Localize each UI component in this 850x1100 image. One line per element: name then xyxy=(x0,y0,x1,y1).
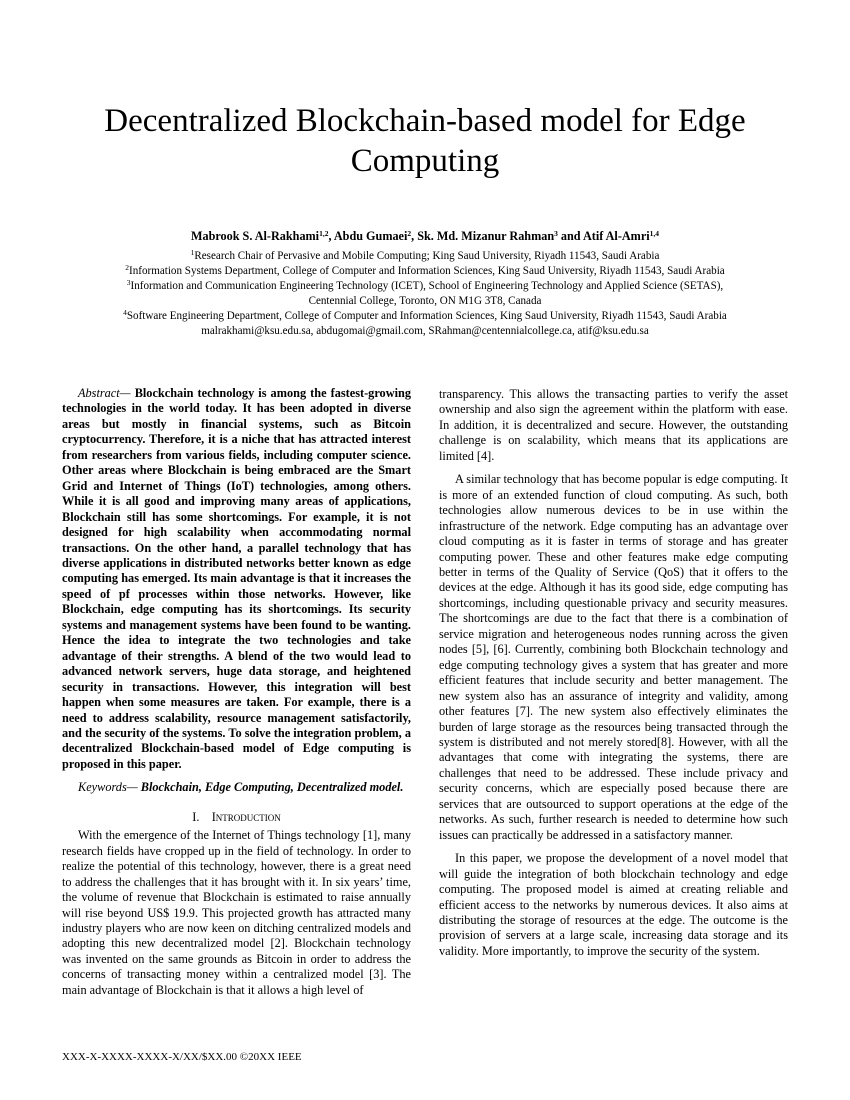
author-separator: , xyxy=(411,229,418,243)
affiliation-text: Research Chair of Pervasive and Mobile Computing; King Saud University, Riyadh 11543, Saudi Arabia xyxy=(194,250,660,262)
affiliation-block xyxy=(30,249,820,340)
keywords xyxy=(62,780,411,795)
intro-paragraph-1-continued: transparency. This allows the transacting parties to verify the asset ownership and also sign the agreement within the platform with ease. In addition, it is decentralized and secure. However, the outstanding challenge is on scalability, which means that its applications are limited [4]. xyxy=(439,387,788,463)
intro-paragraph-2: A similar technology that has become popular is edge computing. It is more of an extended function of cloud computing. As such, both technologies allow numerous devices to be in use within the infrastructure of the network. Edge computing has an advantage over cloud computing as it is faster in terms of storage and has greater computing power. These and other features make edge computing better in terms of the Quality of Service (QoS) that it offers to the devices at the edge. Although it has its good side, edge computing has shortcomings, including questionable privacy and security measures. The shortcomings are due to the fact that there is a combination of service migration and heterogeneous nodes running across the given nodes [5], [6]. Currently, combining both Blockchain technology and edge computing technology gives a system that has greater and more efficient features that include security and better management. The new system also has an assurance of integrity and validity, among other features [7]. The new system also effectively eliminates the burden of large storage as the resources being transacted through the system is distributed and not merely stored[8]. However, with all the advantages that come with integrating the systems, there are challenges that need to be addressed. These include privacy and security concerns, which are especially posed because there are services that are outsourced to support operations at the edge of the networks. As such, further research is needed to determine how such issues can practically be addressed in a satisfactory manner. xyxy=(439,472,788,842)
affiliation-mark: 3 xyxy=(126,278,131,288)
affiliation-mark: 2 xyxy=(125,263,130,273)
email-list: malrakhami@ksu.edu.sa, abdugomai@gmail.com, SRahman@centennialcollege.ca, atif@ksu.edu.sa xyxy=(201,325,649,338)
affiliation-text: Information Systems Department, College of Computer and Information Sciences, King Saud University, Riyadh 11543, Saudi Arabia xyxy=(129,265,725,278)
author-name: Atif Al-Amri xyxy=(582,229,650,243)
section-title: Introduction xyxy=(211,809,281,824)
section-heading-introduction xyxy=(62,810,411,825)
keywords-label: Keywords— xyxy=(78,780,138,795)
paper-title: Decentralized Blockchain-based model for Edge Computing xyxy=(104,103,746,179)
keywords-text: Blockchain, Edge Computing, Decentralized model. xyxy=(140,780,404,795)
affiliation-mark: 4 xyxy=(123,308,127,318)
author-name: Sk. Md. Mizanur Rahman xyxy=(417,229,555,243)
intro-paragraph-3: In this paper, we propose the development of a novel model that will guide the integration of both blockchain technology and edge computing. The proposed model is aimed at creating reliable and efficient access to the networks by numerous devices. It also aims at distributing the storage of resources at the edge. The outcome is the provision of servers at a large scale, increasing data storage and its validity. More importantly, to improve the security of the system. xyxy=(439,851,788,958)
affiliation-2 xyxy=(30,264,820,279)
affiliation-3-continued: Centennial College, Toronto, ON M1G 3T8, Canada xyxy=(308,295,542,308)
abstract xyxy=(62,386,411,772)
abstract-label: Abstract— xyxy=(78,386,131,400)
author-separator: and xyxy=(557,229,583,243)
author-list xyxy=(30,229,820,244)
author-affiliation-mark: 1,2 xyxy=(319,229,329,238)
affiliation-4 xyxy=(30,309,820,324)
copyright-footer: XXX-X-XXXX-XXXX-X/XX/$XX.00 ©20XX IEEE xyxy=(62,1051,302,1063)
author-affiliation-mark: 2 xyxy=(407,229,412,238)
author-separator: , xyxy=(328,229,334,243)
affiliation-text: Information and Communication Engineering Technology (ICET), School of Engineering Technology and Applied Science (SETAS), xyxy=(130,280,724,293)
abstract-text: Blockchain technology is among the fastest-growing technologies in the world today. It has been adopted in diverse areas but mostly in financial systems, such as Bitcoin cryptocurrency. Therefore, it is a niche that has attracted interest from researchers from various fields, including computer science. Other areas where Blockchain is being embraced are the Smart Grid and Internet of Things (IoT) technologies, among others. While it is all good and improving many areas of applications, Blockchain still has some shortcomings. For example, it is not designed for high scalability when accommodating normal transactions. On the other hand, a parallel technology that has diverse applications in distributed networks better known as edge computing has emerged. Its main advantage is that it increases the speed of pf processes within those networks. However, like Blockchain, edge computing has its shortcomings. Its security systems and management systems have been found to be wanting. Hence the idea to integrate the two technologies and take advantage of their strengths. A blend of the two would lead to advanced network servers, huge data storage, and heightened security in transactions. However, this integration will best happen when some measures are taken. For example, there is a need to address scalability, resource management satisfactorily, and the security of the systems. To solve the integration problem, a decentralized Blockchain-based model of Edge computing is proposed in this paper. xyxy=(62,386,411,771)
author-name: Mabrook S. Al-Rakhami xyxy=(190,229,320,243)
left-column xyxy=(62,386,411,998)
right-column xyxy=(439,387,788,959)
affiliation-3 xyxy=(30,279,820,294)
author-affiliation-mark: 1,4 xyxy=(649,229,660,238)
affiliation-text: Software Engineering Department, College of Computer and Information Sciences, King Saud University, Riyadh 11543, Saudi Arabia xyxy=(126,310,727,323)
affiliation-1 xyxy=(30,249,820,264)
author-affiliation-mark: 3 xyxy=(554,229,558,238)
affiliation-mark: 1 xyxy=(190,248,195,257)
section-number: I. xyxy=(192,809,200,824)
intro-paragraph-1: With the emergence of the Internet of Things technology [1], many research fields have cropped up in the field of technology. In order to realize the potential of this technology, however, there is a great need to address the challenges that it has brought with it. In six years’ time, the volume of revenue that Blockchain is estimated to raise annually will rise beyond US$ 19.9. This projected growth has attracted many industry players who are now keen on ditching centralized models and adopting this new decentralized model [2]. Blockchain technology was invented on the same grounds as Bitcoin in order to address the concerns of transacting money within a centralized model [3]. The main advantage of Blockchain is that it allows a high level of xyxy=(62,828,411,997)
author-name: Abdu Gumaei xyxy=(333,229,408,243)
